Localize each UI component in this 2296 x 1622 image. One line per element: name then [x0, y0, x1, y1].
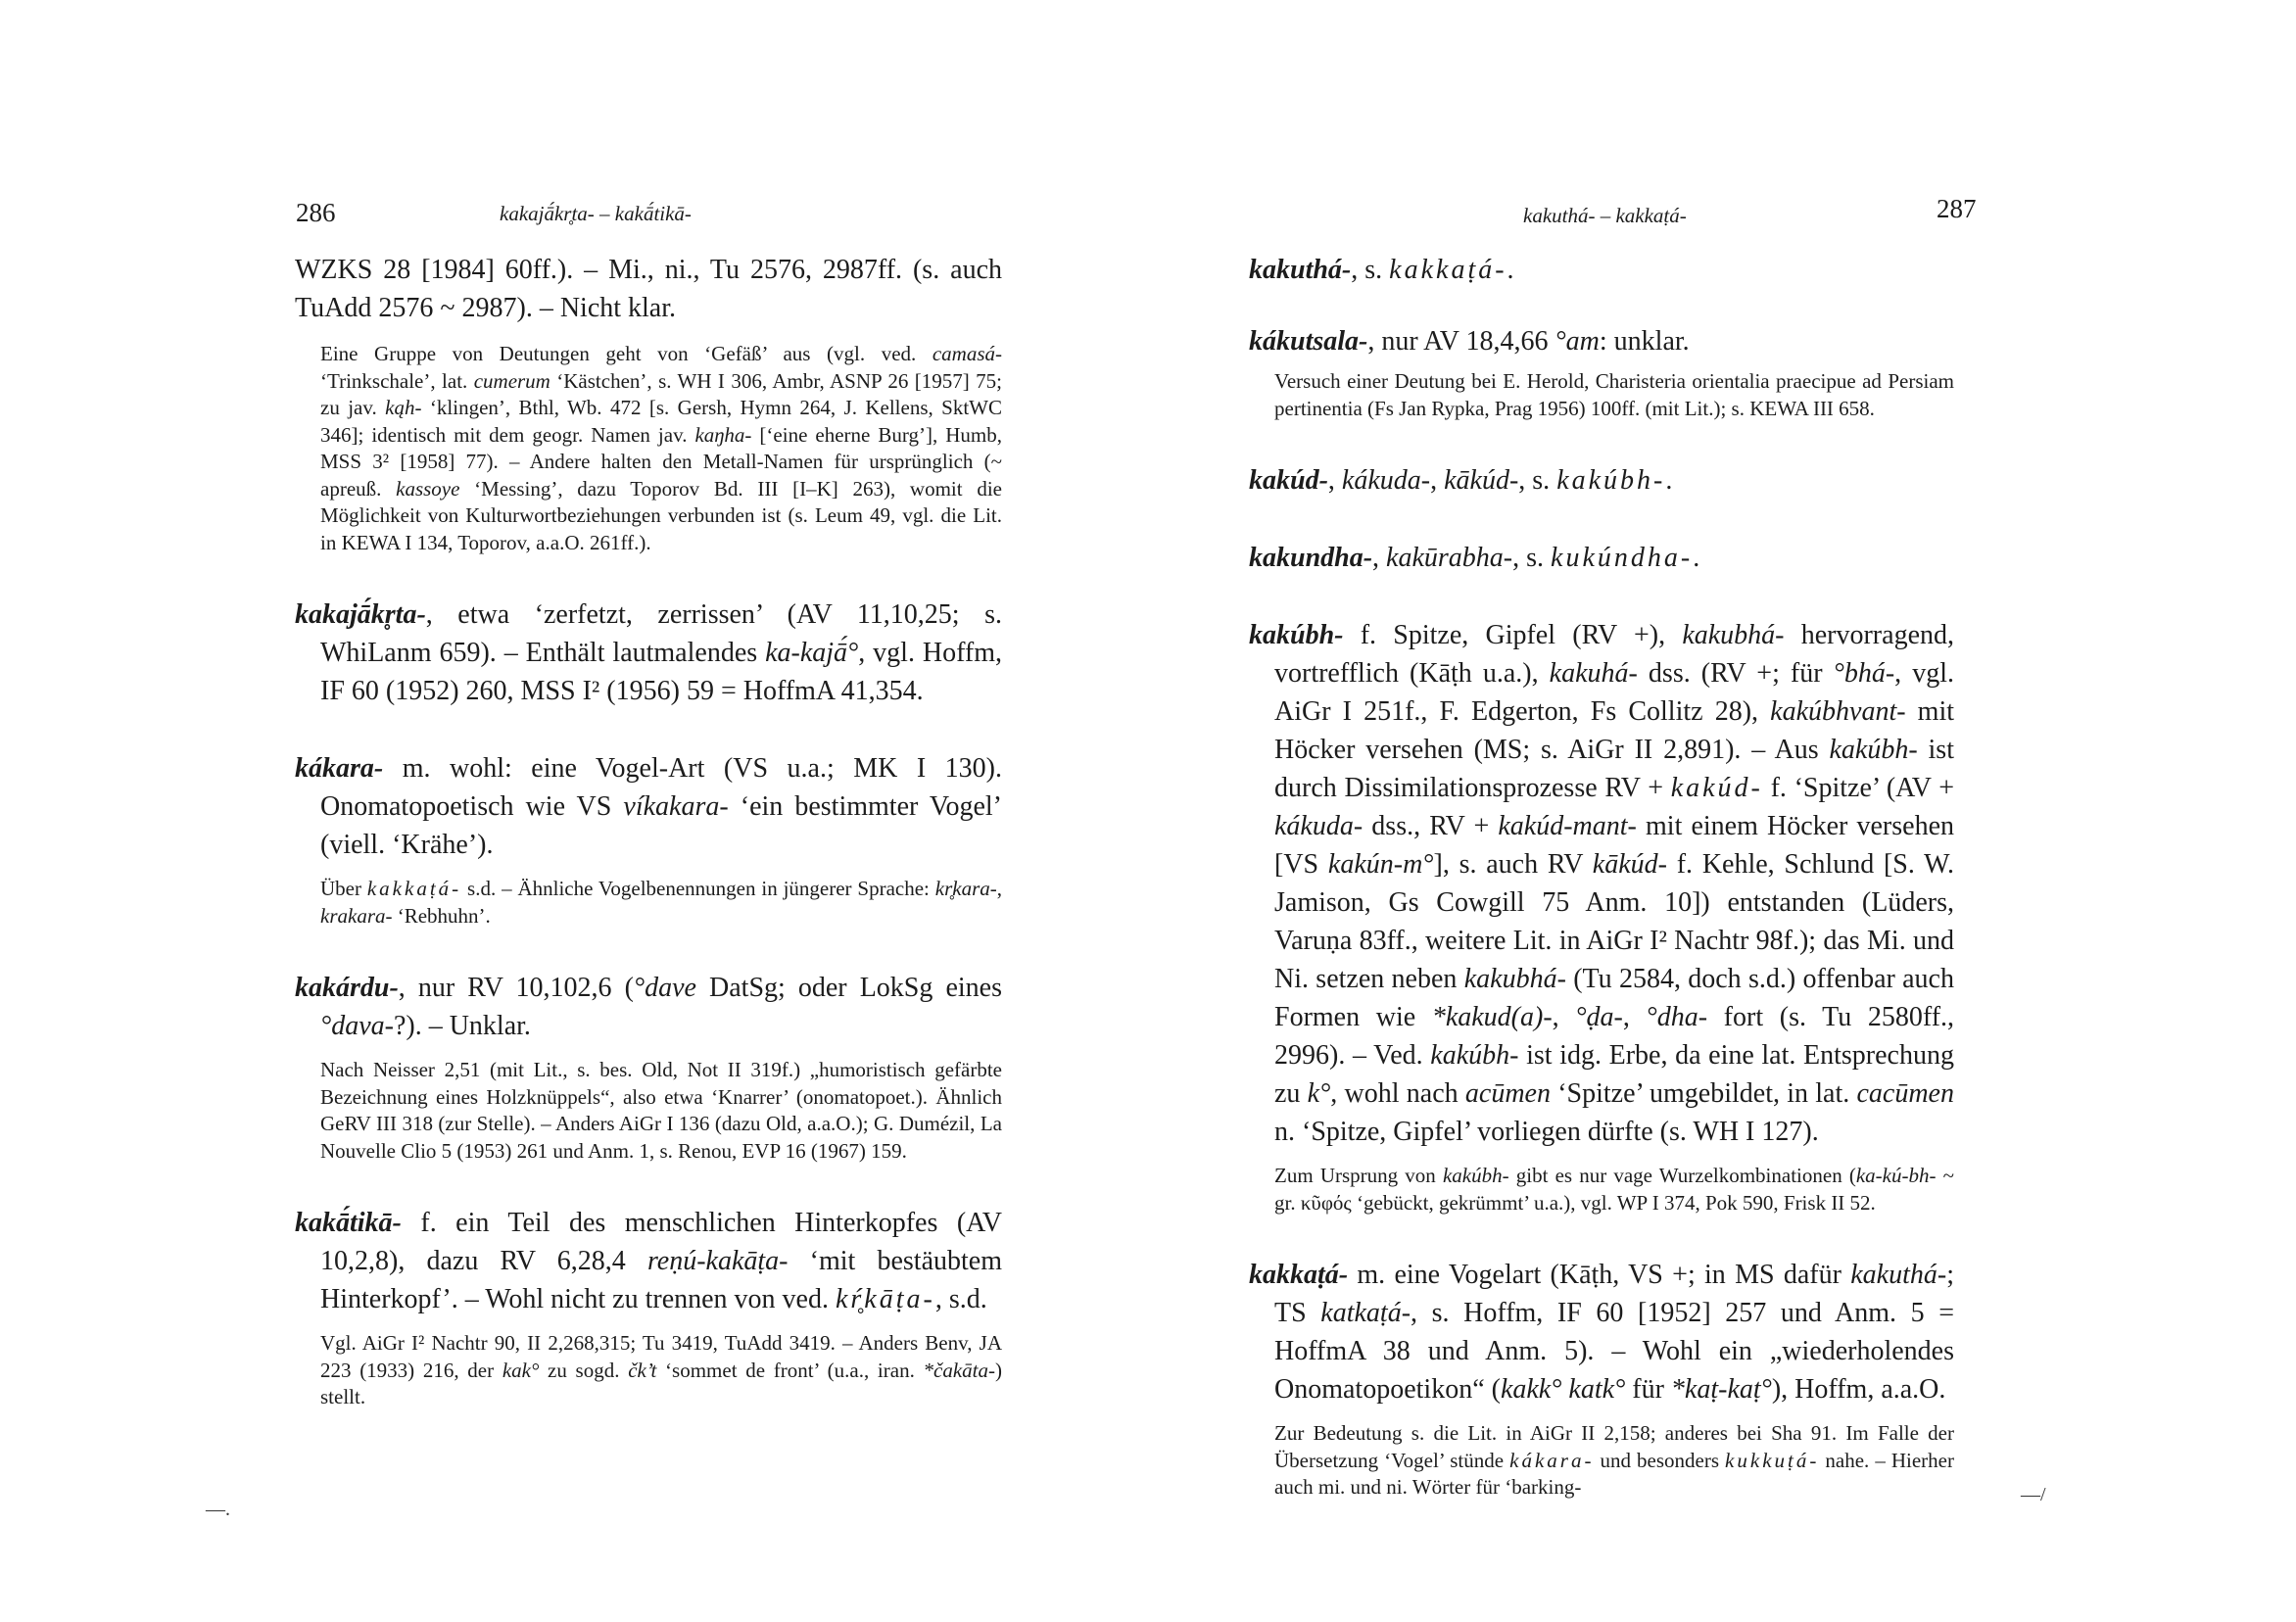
dictionary-entry	[1249, 251, 1954, 289]
headword: kákara-	[295, 753, 384, 784]
dictionary-entry	[1249, 616, 1954, 1151]
text-run: , wohl nach	[1330, 1078, 1465, 1109]
dictionary-entry	[295, 596, 1002, 710]
text-run: ‘ein bestimmter Vogel’ (viell. ‘Krähe’).	[320, 791, 1003, 860]
headword: kakuthá-	[1249, 255, 1352, 285]
text-run: DatSg; oder LokSg eines	[695, 973, 1002, 1003]
text-run: čk’t	[628, 1358, 657, 1382]
text-run: Über	[320, 877, 367, 900]
text-run: reṇú-kakāṭa-	[646, 1246, 789, 1276]
note-paragraph	[1249, 368, 1954, 422]
text-run: kakún-m°	[1327, 849, 1434, 880]
text-run: kakúbh-	[1442, 1164, 1509, 1187]
text-run: , nur AV 18,4,66	[1367, 326, 1555, 357]
dictionary-entry	[295, 969, 1002, 1045]
text-run: kakúd-	[1670, 773, 1763, 803]
margin-mark: —.	[206, 1499, 230, 1520]
text-run: kākúd-	[1444, 465, 1519, 496]
text-run: ,	[996, 877, 1002, 900]
text-column	[1249, 251, 1954, 1502]
text-run: ,	[1372, 543, 1387, 573]
text-run: , nur RV 10,102,6 (	[398, 973, 634, 1003]
text-run: °bhá-	[1833, 658, 1895, 689]
text-run: kr̥kara-	[934, 877, 997, 900]
text-run: ~ gr. κῦφός ‘gebückt, gekrümmt’ u.a.), vgl. WP I 374, Pok 590, Frisk II 52.	[1274, 1164, 1954, 1215]
text-run: fort (s. Tu 2580ff., 2996). – Ved.	[1274, 1002, 1955, 1071]
text-run: kakuhá-	[1549, 658, 1638, 689]
text-run: kakubhá-	[1463, 964, 1566, 994]
text-run: ‘Rebhuhn’.	[392, 903, 491, 928]
text-run: kákara-	[1509, 1448, 1595, 1472]
text-run: m. wohl: eine Vogel-Art (VS u.a.; MK I 130). Onomatopoetisch wie VS	[320, 753, 1002, 822]
text-run: kákuda-	[1274, 811, 1363, 841]
text-run: dss. (RV +; für	[1637, 658, 1834, 689]
text-run: ; TS	[1274, 1260, 1954, 1328]
text-run: ‘Trinkschale’, lat.	[320, 368, 474, 393]
text-run: kákuda-	[1341, 465, 1431, 496]
headword: kákutsala-	[1249, 326, 1368, 357]
text-run: kakúbh-	[1430, 1040, 1519, 1071]
text-run: kākúd-	[1592, 849, 1667, 880]
text-run: ), Hoffm, a.a.O.	[1771, 1374, 1946, 1405]
text-run: mit Höcker versehen (MS; s. AiGr II 2,891). – Aus	[1274, 696, 1955, 765]
dictionary-entry	[1249, 1256, 1954, 1408]
text-run: kakúbh-	[1829, 735, 1918, 765]
dictionary-entry	[1249, 322, 1954, 360]
text-run: f. ‘Spitze’ (AV +	[1762, 773, 1954, 803]
text-run: ?). – Unklar.	[393, 1011, 531, 1041]
text-run: Zum Ursprung von	[1274, 1164, 1443, 1187]
text-run: °am	[1555, 326, 1600, 357]
text-run: : unklar.	[1599, 326, 1690, 357]
text-run: kakúbhvant-	[1770, 696, 1906, 727]
text-run: gibt es nur vage Wurzelkombinationen (	[1508, 1164, 1856, 1187]
running-head: kakajā́kr̥ta- – kakā́tikā-	[500, 202, 692, 225]
text-run: mit einem Höcker versehen [VS	[1274, 811, 1954, 880]
text-run: °dave	[633, 973, 696, 1003]
text-run: ist durch Dissimilationsprozesse RV +	[1274, 735, 1954, 803]
note-paragraph	[295, 341, 1002, 556]
text-run: ,	[1430, 465, 1445, 496]
text-run: ,	[1622, 1002, 1647, 1032]
text-run: kąh-	[385, 396, 422, 419]
text-run: kukkuṭá-	[1725, 1448, 1820, 1472]
text-run: (Tu 2584, doch s.d.) offenbar auch Formen wie	[1274, 964, 1954, 1032]
text-run: °ḍa-	[1575, 1002, 1623, 1032]
text-run: ‘Messing’, dazu Toporov Bd. III [I–K] 263), womit die Möglichkeit von Kulturwortbeziehungen verbunden ist (s. Leum 49, vgl. die Lit. in KEWA I 134, Toporov, a.a.O. 261ff.).	[320, 476, 1002, 554]
text-run: m. eine Vogelart (Kāṭh, VS +; in MS dafür	[1348, 1260, 1851, 1290]
text-run: ,	[1327, 465, 1342, 496]
text-run: kaŋha-	[694, 422, 752, 447]
text-run: hervorragend, vortrefflich (Kāṭh u.a.),	[1274, 620, 1954, 689]
text-run: kak°	[502, 1358, 540, 1382]
running-head: kakuthá- – kakkaṭá-	[1523, 204, 1687, 227]
text-run: Vgl. AiGr I² Nachtr 90, II 2,268,315; Tu 3419, TuAdd 3419. – Anders Benv, JA 223 (1933) 216, der	[320, 1331, 1002, 1382]
text-run: , s.	[1512, 543, 1552, 573]
text-run: f. ein Teil des menschlichen Hinterkopfes (AV 10,2,8), dazu RV 6,28,4	[320, 1208, 1002, 1276]
dictionary-entry	[295, 749, 1002, 864]
text-run: WZKS 28 [1984] 60ff.). – Mi., ni., Tu 2576, 2987ff. (s. auch TuAdd 2576 ~ 2987). – Nicht klar.	[295, 255, 1002, 323]
text-run: , vgl. Hoffm, IF 60 (1952) 260, MSS I² (1956) 59 = HoffmA 41,354.	[320, 638, 1003, 706]
text-run: *kakud(a)-	[1431, 1002, 1553, 1032]
text-run: °dha-	[1646, 1002, 1708, 1032]
text-run: , vgl. AiGr I 251f., F. Edgerton, Fs Collitz 28),	[1274, 658, 1955, 727]
text-run: katkaṭá-	[1320, 1298, 1411, 1328]
text-run: víkakara-	[623, 791, 729, 822]
text-run: s.d. – Ähnliche Vogelbenennungen in jüngerer Sprache:	[461, 877, 935, 900]
text-run: für	[1625, 1374, 1671, 1405]
text-run: ist idg. Erbe, da eine lat. Entsprechung zu	[1274, 1040, 1954, 1109]
text-run: , s.d.	[934, 1284, 987, 1314]
text-run: cacūmen	[1856, 1078, 1954, 1109]
note-paragraph	[1249, 1420, 1954, 1502]
text-column	[295, 251, 1002, 1411]
text-run: Nach Neisser 2,51 (mit Lit., s. bes. Old, Not II 319f.) „humoristisch gefärbte Bezeichnung eines Holzknüppels“, also etwa ‘Knarrer’ (onomatopoet.). Ähnlich GeRV III 318 (zur Stelle). – Anders AiGr I 136 (dazu Old, a.a.O.); G. Dumézil, La Nouvelle Clio 5 (1953) 261 und Anm. 1, s. Renou, EVP 16 (1967) 159.	[320, 1058, 1002, 1163]
text-run: ], s. auch RV	[1433, 849, 1593, 880]
text-run: kukúndha-	[1551, 543, 1694, 573]
dictionary-entry	[295, 251, 1002, 327]
text-run: kakuthá-	[1850, 1260, 1947, 1290]
text-run: ka-kajā́°	[765, 638, 859, 668]
text-run: kakúbh-	[1556, 465, 1666, 496]
text-run: kakūrabha-	[1386, 543, 1513, 573]
headword: kakárdu-	[295, 973, 399, 1003]
text-run: .	[1507, 255, 1514, 285]
note-paragraph	[295, 1330, 1002, 1411]
margin-mark: —/	[2021, 1484, 2046, 1505]
text-run: kakubhá-	[1682, 620, 1785, 650]
text-run: n. ‘Spitze, Gipfel’ vorliegen dürfte (s. WH I 127).	[1274, 1117, 1819, 1147]
headword: kakā́tikā-	[295, 1208, 402, 1238]
headword: kakundha-	[1249, 543, 1373, 573]
right-page	[1148, 0, 2296, 1622]
text-run: cumerum	[473, 368, 550, 393]
text-run: °dava-	[320, 1011, 394, 1041]
text-run: *čakāta-	[923, 1358, 995, 1382]
note-paragraph	[295, 876, 1002, 930]
text-run: kakúd-mant-	[1498, 811, 1637, 841]
text-run: Eine Gruppe von Deutungen geht von ‘Gefäß’ aus (vgl. ved.	[320, 342, 933, 365]
dictionary-entry	[295, 1204, 1002, 1318]
text-run: acūmen	[1464, 1078, 1551, 1109]
headword: kakajā́kr̥ta-	[295, 599, 426, 630]
text-run: , s. Hoffm, IF 60 [1952] 257 und Anm. 5 = HoffmA 38 und Anm. 5). – Wohl ein „wiederholendes Onomatopoetikon“ (	[1274, 1298, 1954, 1405]
headword: kakúbh-	[1249, 620, 1344, 650]
text-run: [‘eine eherne Burg’], Humb, MSS 3² [1958] 77). – Andere halten den Metall-Namen für ursprünglich (~ apreuß.	[320, 422, 1002, 501]
text-run: ‘klingen’, Bthl, Wb. 472 [s. Gersh, Hymn 264, J. Kellens, SktWC 346]; identisch mit dem geogr. Namen jav.	[320, 396, 1002, 447]
page-number: 287	[1937, 194, 1977, 223]
text-run: , s.	[1518, 465, 1557, 496]
text-run: kassoye	[396, 476, 460, 501]
dictionary-entry	[1249, 461, 1954, 500]
text-run: ,	[1552, 1002, 1576, 1032]
text-run: ka-kú-bh-	[1855, 1164, 1937, 1187]
note-paragraph	[295, 1057, 1002, 1165]
text-run: Versuch einer Deutung bei E. Herold, Charisteria orientalia praecipue ad Persiam pertinentia (Fs Jan Rypka, Prag 1956) 100ff. (mit Lit.); s. KEWA III 658.	[1274, 369, 1954, 420]
headword: kakúd-	[1249, 465, 1328, 496]
text-run: krakara-	[320, 903, 393, 928]
text-run: ) stellt.	[320, 1358, 1002, 1408]
text-run: ‘sommet de front’ (u.a., iran.	[656, 1358, 924, 1382]
text-run: ‘Kästchen’, s. WH I 306, Ambr, ASNP 26 [1957] 75; zu jav.	[320, 368, 1002, 419]
text-run: kakkaṭá-	[1389, 255, 1507, 285]
text-run: kŕ̥kāṭa-	[835, 1284, 935, 1314]
text-run: kakkaṭá-	[366, 877, 462, 900]
text-run: f. Kehle, Schlund [S. W. Jamison, Gs Cowgill 75 Anm. 10]) entstanden (Lüders, Varuṇa 83ff., weitere Lit. in AiGr I² Nachtr 98f.); das Mi. und Ni. setzen neben	[1274, 849, 1954, 994]
text-run: k°	[1307, 1078, 1331, 1109]
dictionary-entry	[1249, 539, 1954, 577]
text-run: kakk° katk°	[1500, 1374, 1626, 1405]
text-run: .	[1693, 543, 1700, 573]
text-run: ‘mit bestäubtem Hinterkopf’. – Wohl nicht zu trennen von ved.	[320, 1246, 1002, 1314]
text-run: .	[1665, 465, 1673, 496]
text-run: Zur Bedeutung s. die Lit. in AiGr II 2,158; anderes bei Sha 91. Im Falle der Übersetzung ‘Vogel’ stünde	[1274, 1421, 1954, 1472]
text-run: , s.	[1351, 255, 1390, 285]
text-run: und besonders	[1594, 1448, 1726, 1472]
text-run: f. Spitze, Gipfel (RV +),	[1343, 620, 1683, 650]
text-run: nahe. – Hierher auch mi. und ni. Wörter für ‘barking-	[1274, 1448, 1954, 1499]
note-paragraph	[1249, 1163, 1954, 1216]
text-run: *kaṭ-kaṭ°	[1670, 1374, 1772, 1405]
page-number: 286	[296, 198, 336, 227]
text-run: camasá-	[932, 342, 1002, 365]
headword: kakkaṭá-	[1249, 1260, 1349, 1290]
text-run: , etwa ‘zerfetzt, zerrissen’ (AV 11,10,25; s. WhiLanm 659). – Enthält lautmalendes	[320, 599, 1002, 668]
text-run: zu sogd.	[539, 1358, 629, 1382]
text-run: dss., RV +	[1363, 811, 1499, 841]
text-run: ‘Spitze’ umgebildet, in lat.	[1550, 1078, 1857, 1109]
